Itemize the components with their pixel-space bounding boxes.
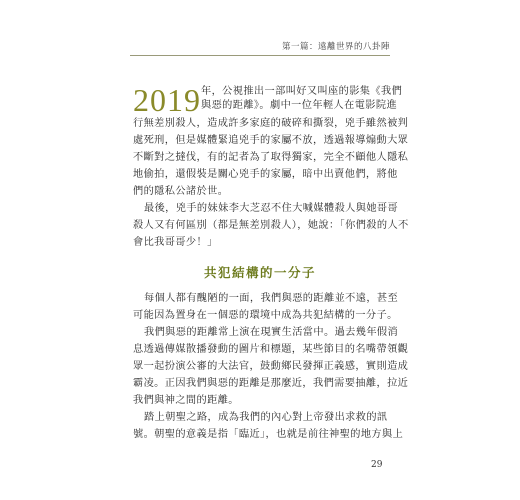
drop-year: 2019 (133, 82, 201, 118)
page-number: 29 (371, 460, 383, 470)
para3-line: 可能因為置身在一個惡的環境中成為共犯結構的一分子。 (133, 310, 398, 321)
para4-line: 眾一起扮演公審的大法官，鼓動鄉民發揮正義感，實則造成 (133, 361, 409, 372)
para4-line: 我們與惡的距離常上演在現實生活當中。過去幾年假消 (144, 327, 399, 338)
para3-line: 每個人都有醜陋的一面，我們與惡的距離並不遠，甚至 (144, 293, 399, 304)
para1-line: 行無差別殺人，造成許多家庭的破碎和撕裂，兇手雖然被判 (133, 118, 409, 129)
para1-line: 年，公視推出一部叫好又叫座的影集《我們 (201, 86, 403, 97)
para1-line: 地偷拍，還假裝是關心兇手的家屬，暗中出賣他們，將他 (133, 169, 398, 180)
running-head: 第一篇：遠離世界的八卦陣 (281, 42, 390, 52)
para5-line: 踏上朝聖之路，成為我們的內心對上帝發出求救的訊 (144, 412, 388, 423)
para1-line: 與惡的距離》。劇中一位年輕人在電影院進 (201, 100, 398, 111)
section-heading: 共犯結構的一分子 (203, 265, 316, 280)
para4-line: 我們與神之間的距離。 (133, 395, 239, 406)
header-rule (130, 55, 390, 56)
para2-line: 殺人又有何區別（都是無差別殺人），她說：「你們殺的人不 (133, 220, 409, 231)
para2-line: 會比我哥哥少！」 (133, 237, 218, 248)
para5-line: 號。朝聖的意義是指「臨近」，也就是前往神聖的地方與上 (133, 429, 404, 440)
para4-line: 霸凌。正因我們與惡的距離是那麼近，我們需要抽離，拉近 (133, 378, 409, 389)
para1-line: 們的隱私公諸於世。 (133, 186, 229, 197)
para1-line: 不斷對之撻伐，有的記者為了取得獨家，完全不顧他人隱私 (133, 152, 409, 163)
para4-line: 息透過傳媒散播發動的圖片和標題，某些節目的名嘴帶領觀 (133, 344, 409, 355)
para1-line: 處死刑，但是媒體緊追兇手的家屬不放，透過報導煽動大眾 (133, 135, 409, 146)
para2-line: 最後，兇手的妹妹李大芝忍不住大喊媒體殺人與她哥哥 (144, 203, 399, 214)
